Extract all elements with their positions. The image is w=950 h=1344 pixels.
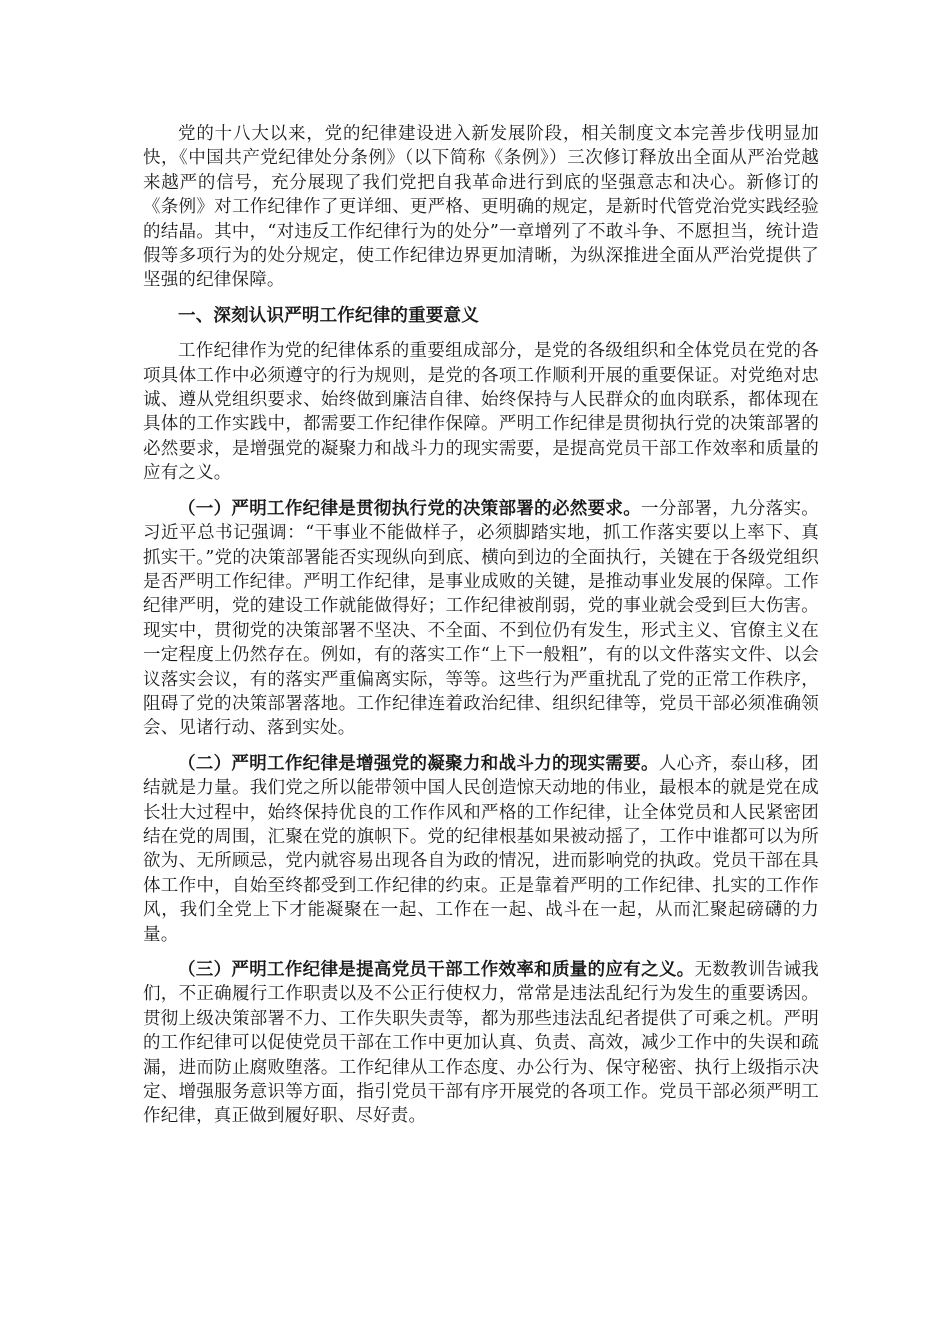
- point-lead-3: （三）严明工作纪律是提高党员干部工作效率和质量的应有之义。: [178, 960, 695, 980]
- point-body-3: 无数教训告诫我们，不正确履行工作职责以及不公正行使权力，常常是违法乱纪行为发生的重要诱因。贯彻上级决策部署不力、工作失职失责等，都为那些违法乱纪者提供了可乘之机。严明的工作纪律可以促使党员干部在工作中更加认真、负责、高效，减少工作中的失误和疏漏，进而防止腐败堕落。工作纪律从工作态度、办公行为、保守秘密、执行上级指示决定、增强服务意识等方面，指引党员干部有序开展党的各项工作。党员干部必须严明工作纪律，真正做到履好职、尽好责。: [143, 960, 819, 1127]
- point-paragraph-2: [143, 752, 819, 947]
- point-body-1: 一分部署，九分落实。习近平总书记强调：“干事业不能做样子，必须脚踏实地，抓工作落实要以上率下、真抓实干。”党的决策部署能否实现纵向到底、横向到边的全面执行，关键在于各级党组织是否严明工作纪律。严明工作纪律，是事业成败的关键，是推动事业发展的保障。工作纪律严明，党的建设工作就能做得好；工作纪律被削弱，党的事业就会受到巨大伤害。现实中，贯彻党的决策部署不坚决、不全面、不到位仍有发生，形式主义、官僚主义在一定程度上仍然存在。例如，有的落实工作“上下一般粗”，有的以文件落实文件、以会议落实会议，有的落实严重偏离实际，等等。这些行为严重扰乱了党的正常工作秩序，阻碍了党的决策部署落地。工作纪律连着政治纪律、组织纪律等，党员干部必须准确领会、见诸行动、落到实处。: [143, 498, 820, 739]
- document-page: [143, 122, 819, 1140]
- point-paragraph-3: [143, 958, 819, 1129]
- point-body-2: 人心齐，泰山移，团结就是力量。我们党之所以能带领中国人民创造惊天动地的伟业，最根本的就是党在成长壮大过程中，始终保持优良的工作作风和严格的工作纪律，让全体党员和人民紧密团结在党的周围，汇聚在党的旗帜下。党的纪律根基如果被动摇了，工作中谁都可以为所欲为、无所顾忌，党内就容易出现各自为政的情况，进而影响党的执政。党员干部在具体工作中，自始至终都受到工作纪律的约束。正是靠着严明的工作纪律、扎实的工作作风，我们全党上下才能凝聚在一起、工作在一起、战斗在一起，从而汇聚起磅礴的力量。: [143, 753, 819, 945]
- point-lead-1: （一）严明工作纪律是贯彻执行党的决策部署的必然要求。: [178, 498, 642, 519]
- section-intro-paragraph: 工作纪律作为党的纪律体系的重要组成部分，是党的各级组织和全体党员在党的各项具体工作中必须遵守的行为规则，是党的各项工作顺利开展的重要保证。对党绝对忠诚、遵从党组织要求、始终做到廉洁自律、始终保持与人民群众的血肉联系，都体现在具体的工作实践中，都需要工作纪律作保障。严明工作纪律是贯彻执行党的决策部署的必然要求，是增强党的凝聚力和战斗力的现实需要，是提高党员干部工作效率和质量的应有之义。: [143, 341, 819, 484]
- intro-paragraph: 党的十八大以来，党的纪律建设进入新发展阶段，相关制度文本完善步伐明显加快，《中国共产党纪律处分条例》（以下简称《条例》）三次修订释放出全面从严治党越来越严的信号，充分展现了我们党把自我革命进行到底的坚强意志和决心。新修订的《条例》对工作纪律作了更详细、更严格、更明确的规定，是新时代管党治党实践经验的结晶。其中，“对违反工作纪律行为的处分”一章增列了不敢斗争、不愿担当，统计造假等多项行为的处分规定，使工作纪律边界更加清晰，为纵深推进全面从严治党提供了坚强的纪律保障。: [143, 124, 819, 291]
- point-paragraph-1: [143, 497, 819, 741]
- point-lead-2: （二）严明工作纪律是增强党的凝聚力和战斗力的现实需要。: [178, 753, 659, 774]
- section-heading: 一、深刻认识严明工作纪律的重要意义: [178, 305, 479, 326]
